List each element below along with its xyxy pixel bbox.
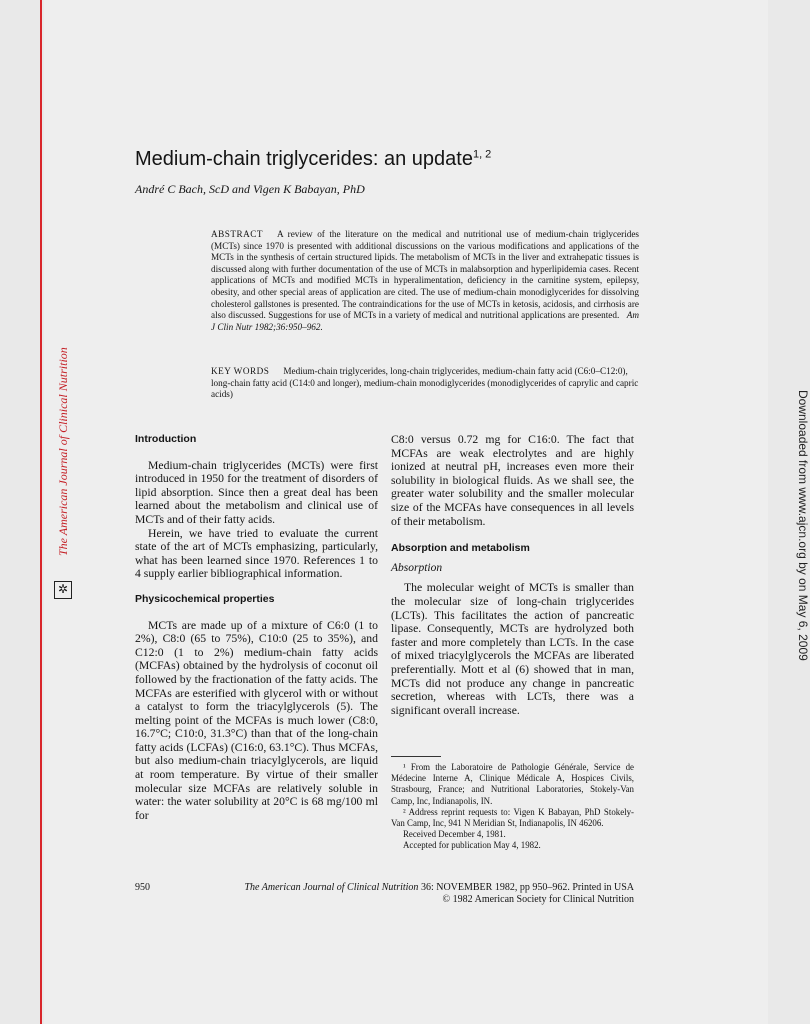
continued-paragraph: C8:0 versus 0.72 mg for C16:0. The fact that MCFAs are weak electrolytes and are highly ionized at neutral pH, increases even more their solubility in biological fluids. As we shall see, the greater water solubility and the smaller molecular size of the MCFAs have consequences in all levels of their metabolism.	[391, 433, 634, 528]
abstract-label: ABSTRACT	[211, 229, 263, 239]
right-column	[391, 433, 634, 717]
side-journal-name: The American Journal of Clinical Nutrition	[56, 347, 70, 556]
left-column	[135, 433, 378, 822]
footnotes	[391, 762, 634, 852]
footnote-divider	[391, 756, 441, 757]
publisher-logo-icon: ✲	[54, 581, 72, 599]
physicochemical-paragraph: MCTs are made up of a mixture of C6:0 (1 to 2%), C8:0 (65 to 75%), C10:0 (25 to 35%), and C12:0 (1 to 2%) medium-chain fatty acids (MCFAs) obtained by the hydrolysis of coconut oil followed by the fractionation of the fatty acids. The MCFAs are esterified with glycerol with or without a catalyst to form the triacylglycerols (5). The melting point of the MCFAs is much lower (C8:0, 16.7°C; C10:0, 31.3°C) than that of the long-chain fatty acids (LCFAs) (C16:0, 63.1°C). Thus MCFAs, but also medium-chain triacylglycerols, are liquid at room temperature. By virtue of their smaller molecular size MCFAs are relatively soluble in water: the water solubility at 20°C is 68 mg/100 ml for	[135, 618, 378, 822]
key-words	[211, 366, 639, 401]
title-footnote-marks: 1, 2	[472, 148, 492, 161]
page-number: 950	[135, 882, 150, 893]
received-date: Received December 4, 1981.	[403, 829, 506, 840]
absorption-subheading: Absorption	[391, 561, 443, 574]
abstract-text: A review of the literature on the medical and nutritional use of medium-chain triglycerides (MCTs) since 1970 is presented with additional discussions on the various modifications and applications of the MCTs in the synthesis of certain structured lipids. The metabolism of MCTs in the liver and extrahepatic tissues is discussed along with further documentation of the use of MCTs in malabsorption and hyperlipidemia cases. Recent applications of MCTs and modified MCTs in hyperalimentation, deficiency in the carnitine system, epilepsy, obesity, and other special areas of application are cited. The use of medium-chain monodiglycerides for dissolving cholesterol gallstones is presented. The contraindications for the use of MCTs in ketosis, acidosis, and cirrhosis are also discussed. Suggestions for use of MCTs in a variety of medical and nutritional applications are presented.	[211, 229, 639, 321]
footer-copyright: © 1982 American Society for Clinical Nutrition	[442, 893, 634, 905]
download-watermark: Downloaded from www.ajcn.org by on May 6, 2009	[796, 390, 810, 661]
abstract-citation: Am J Clin Nutr 1982;36:950–962.	[211, 310, 640, 332]
footer-issue: 36: NOVEMBER 1982, pp 950–962. Printed in USA	[418, 882, 634, 893]
footnote-1: ¹ From the Laboratoire de Pathologie Générale, Service de Médecine Interne A, Clinique Médicale A, Hospices Civils, Strasbourg, France; and Nutritional Laboratories, Stokely-Van Camp, Inc, Indianapolis, IN.	[391, 762, 634, 806]
title-text: Medium-chain triglycerides: an update	[135, 148, 473, 170]
footer-journal-line	[228, 882, 634, 894]
abstract	[211, 229, 639, 333]
intro-paragraph-2: Herein, we have tried to evaluate the current state of the art of MCTs emphasizing, particularly, what has been learned since 1970. References 1 to 4 supply earlier bibliographical information.	[135, 526, 378, 581]
footer-citation	[228, 882, 634, 905]
footer-journal: The American Journal of Clinical Nutrition	[244, 882, 419, 893]
article-title	[135, 148, 491, 171]
accepted-date: Accepted for publication May 4, 1982.	[403, 840, 541, 851]
absorption-paragraph: The molecular weight of MCTs is smaller than the molecular size of long-chain triglycerides (LCTs). This facilitates the action of pancreatic lipase. Consequently, MCTs are hydrolyzed both faster and more completely than LCTs. In the case of mixed triacylglycerols the MCFAs are liberated preferentially. Mott et al (6) showed that in man, MCTs did not produce any change in pancreatic secretion, whereas with LCTs, there was a significant overall increase.	[391, 581, 634, 717]
keywords-label: KEY WORDS	[211, 366, 270, 376]
margin-red-line	[40, 0, 42, 1024]
intro-paragraph-1: Medium-chain triglycerides (MCTs) were first introduced in 1950 for the treatment of disorders of lipid absorption. Since then a great deal has been learned about the metabolism and clinical use of MCTs and of their fatty acids.	[135, 458, 378, 526]
article-authors: André C Bach, ScD and Vigen K Babayan, PhD	[135, 182, 365, 196]
physicochemical-heading: Physicochemical properties	[135, 592, 275, 605]
introduction-heading: Introduction	[135, 433, 197, 445]
keywords-text: Medium-chain triglycerides, long-chain triglycerides, medium-chain fatty acid (C6:0–C12:0), long-chain fatty acid (C14:0 and longer), medium-chain monodiglycerides (monodiglycerides of caprylic and capric acids)	[211, 366, 639, 400]
footnote-2: ² Address reprint requests to: Vigen K Babayan, PhD Stokely-Van Camp, Inc, 941 N Meridian St, Indianapolis, IN 46206.	[391, 806, 634, 829]
absorption-metabolism-heading: Absorption and metabolism	[391, 542, 530, 555]
